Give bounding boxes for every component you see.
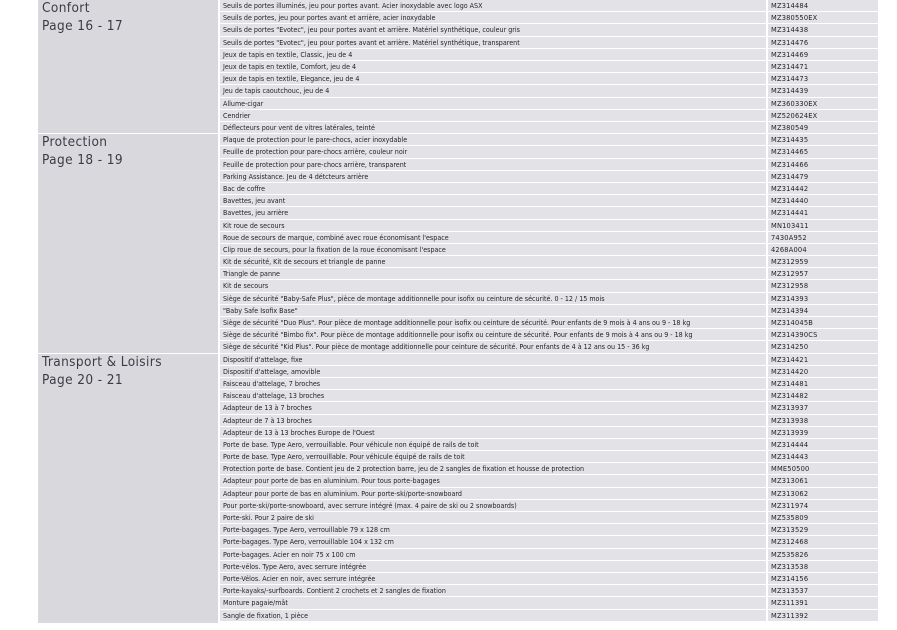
rows-confort xyxy=(220,0,878,134)
item-description: Clip roue de secours, pour la fixation de la roue économisant l'espace xyxy=(220,244,766,255)
item-description: Dispositif d'attelage, amovible xyxy=(220,366,766,377)
section-confort xyxy=(38,0,878,133)
table-row xyxy=(220,49,878,60)
part-number: 7430A952 xyxy=(768,232,878,243)
table-row xyxy=(220,451,878,462)
item-description: Seuils de portes "Evotec", jeu pour portes avant et arrière. Matériel synthétique, transparent xyxy=(220,37,766,48)
part-number: MZ314045B xyxy=(768,317,878,328)
part-number: MZ314473 xyxy=(768,73,878,84)
table-row xyxy=(220,98,878,109)
table-row xyxy=(220,305,878,316)
part-number: MZ314443 xyxy=(768,451,878,462)
item-description: Adapteur pour porte de bas en aluminium. Pour tous porte-bagages xyxy=(220,475,766,486)
table-row xyxy=(220,488,878,499)
category-pages: Page 16 - 17 xyxy=(42,18,124,34)
item-description: Porte de base. Type Aero, verrouillable. Pour véhicule équipé de rails de toit xyxy=(220,451,766,462)
part-number: MZ380550EX xyxy=(768,12,878,23)
item-description: Bac de coffre xyxy=(220,183,766,194)
part-number: MZ313529 xyxy=(768,524,878,535)
item-description: Porte-kayaks/-surfboards. Contient 2 crochets et 2 sangles de fixation xyxy=(220,585,766,596)
item-description: Déflecteurs pour vent de vitres latérales, teinté xyxy=(220,122,766,133)
part-number: MN103411 xyxy=(768,220,878,231)
item-description: Siège de sécurité "Bimbo fix". Pour pièce de montage additionnelle pour isofix ou ceinture de sécurité. Pour enfants de 9 mois à 4 ans ou 9 - 18 kg xyxy=(220,329,766,340)
part-number: MZ314390CS xyxy=(768,329,878,340)
item-description: Adapteur de 7 à 13 broches xyxy=(220,415,766,426)
table-row xyxy=(220,610,878,621)
part-number: MZ312958 xyxy=(768,280,878,291)
part-number: MZ314420 xyxy=(768,366,878,377)
table-row xyxy=(220,427,878,438)
item-description: Porte-bagages. Type Aero, verrouillable 79 x 128 cm xyxy=(220,524,766,535)
item-description: Monture pagaie/mât xyxy=(220,597,766,608)
item-description: Feuille de protection pour pare-chocs arrière, transparent xyxy=(220,159,766,170)
item-description: Porte-vélos. Type Aero, avec serrure intégrée xyxy=(220,561,766,572)
table-row xyxy=(220,524,878,535)
item-description: Roue de secours de marque, combiné avec roue économisant l'espace xyxy=(220,232,766,243)
part-number: MZ314465 xyxy=(768,146,878,157)
part-number: MZ314476 xyxy=(768,37,878,48)
table-row xyxy=(220,402,878,413)
table-row xyxy=(220,585,878,596)
part-number: MZ313061 xyxy=(768,475,878,486)
item-description: Porte de base. Type Aero, verrouillable. Pour véhicule non équipé de rails de toit xyxy=(220,439,766,450)
category-title: Transport & Loisirs xyxy=(42,353,162,370)
table-row xyxy=(220,280,878,291)
table-row xyxy=(220,256,878,267)
part-number: MZ314440 xyxy=(768,195,878,206)
table-row xyxy=(220,195,878,206)
part-number: MZ312468 xyxy=(768,536,878,547)
item-description: Feuille de protection pour pare-chocs arrière, couleur noir xyxy=(220,146,766,157)
table-row xyxy=(220,134,878,145)
part-number: MZ312959 xyxy=(768,256,878,267)
table-row xyxy=(220,146,878,157)
table-row xyxy=(220,110,878,121)
item-description: Kit de sécurité, Kit de secours et triangle de panne xyxy=(220,256,766,267)
table-row xyxy=(220,232,878,243)
part-number: MZ314439 xyxy=(768,85,878,96)
table-row xyxy=(220,475,878,486)
table-row xyxy=(220,329,878,340)
item-description: Dispositif d'attelage, fixe xyxy=(220,354,766,365)
part-number: MZ313062 xyxy=(768,488,878,499)
item-description: "Baby Safe Isofix Base" xyxy=(220,305,766,316)
table-row xyxy=(220,73,878,84)
item-description: Pour porte-ski/porte-snowboard, avec serrure intégré (max. 4 paire de ski ou 2 snowboards) xyxy=(220,500,766,511)
table-row xyxy=(220,536,878,547)
item-description: Jeux de tapis en textile, Classic, jeu de 4 xyxy=(220,49,766,60)
rows-transport-loisirs xyxy=(220,354,878,622)
item-description: Cendrier xyxy=(220,110,766,121)
category-cell xyxy=(38,134,218,352)
table-row xyxy=(220,415,878,426)
item-description: Adapteur de 13 à 7 broches xyxy=(220,402,766,413)
table-row xyxy=(220,183,878,194)
item-description: Bavettes, jeu arrière xyxy=(220,207,766,218)
part-number: MZ314250 xyxy=(768,341,878,352)
table-row xyxy=(220,0,878,11)
item-description: Plaque de protection pour le pare-chocs, acier inoxydable xyxy=(220,134,766,145)
part-number: MZ314421 xyxy=(768,354,878,365)
table-row xyxy=(220,122,878,133)
table-row xyxy=(220,24,878,35)
table-row xyxy=(220,207,878,218)
part-number: MZ313937 xyxy=(768,402,878,413)
item-description: Bavettes, jeu avant xyxy=(220,195,766,206)
category-pages: Page 18 - 19 xyxy=(42,152,124,169)
item-description: Faisceau d'attelage, 7 broches xyxy=(220,378,766,389)
item-description: Jeux de tapis en textile, Comfort, jeu de 4 xyxy=(220,61,766,72)
item-description: Faisceau d'attelage, 13 broches xyxy=(220,390,766,401)
table-row xyxy=(220,317,878,328)
table-row xyxy=(220,171,878,182)
item-description: Kit de secours xyxy=(220,280,766,291)
part-number: MZ314394 xyxy=(768,305,878,316)
category-title: Protection xyxy=(42,134,108,151)
table-row xyxy=(220,293,878,304)
item-description: Jeu de tapis caoutchouc, jeu de 4 xyxy=(220,85,766,96)
item-description: Triangle de panne xyxy=(220,268,766,279)
category-cell xyxy=(38,0,218,133)
item-description: Parking Assistance. Jeu de 4 détcteurs arrière xyxy=(220,171,766,182)
item-description: Adapteur de 13 à 13 broches Europe de l'Ouest xyxy=(220,427,766,438)
table-row xyxy=(220,354,878,365)
part-number: MZ311392 xyxy=(768,610,878,621)
part-number: MZ314484 xyxy=(768,0,878,11)
part-number: MZ314481 xyxy=(768,378,878,389)
table-row xyxy=(220,159,878,170)
table-row xyxy=(220,220,878,231)
table-row xyxy=(220,549,878,560)
part-number: MZ314393 xyxy=(768,293,878,304)
table-row xyxy=(220,439,878,450)
part-number: MZ314466 xyxy=(768,159,878,170)
item-description: Porte-bagages. Acier en noir 75 x 100 cm xyxy=(220,549,766,560)
item-description: Adapteur pour porte de bas en aluminium. Pour porte-ski/porte-snowboard xyxy=(220,488,766,499)
table-row xyxy=(220,366,878,377)
table-row xyxy=(220,597,878,608)
part-number: MZ314444 xyxy=(768,439,878,450)
part-number: MZ314435 xyxy=(768,134,878,145)
part-number: MZ313938 xyxy=(768,415,878,426)
part-number: MZ360330EX xyxy=(768,98,878,109)
part-number: MZ313538 xyxy=(768,561,878,572)
part-number: MZ311391 xyxy=(768,597,878,608)
table-row xyxy=(220,12,878,23)
item-description: Protection porte de base. Contient jeu de 2 protection barre, jeu de 2 sangles de fixation et housse de protection xyxy=(220,463,766,474)
item-description: Seuils de portes "Evotec", jeu pour portes avant et arrière. Matériel synthétique, couleur gris xyxy=(220,24,766,35)
item-description: Porte-ski. Pour 2 paire de ski xyxy=(220,512,766,523)
table-row xyxy=(220,390,878,401)
item-description: Jeux de tapis en textile, Elegance, jeu de 4 xyxy=(220,73,766,84)
part-number: MZ312957 xyxy=(768,268,878,279)
rows-protection xyxy=(220,134,878,353)
part-number: MZ314438 xyxy=(768,24,878,35)
category-pages: Page 20 - 21 xyxy=(42,371,124,388)
category-title: Confort xyxy=(42,0,90,16)
accessories-catalog-table xyxy=(38,0,878,623)
part-number: MZ313537 xyxy=(768,585,878,596)
table-row xyxy=(220,244,878,255)
table-row xyxy=(220,341,878,352)
part-number: MZ314442 xyxy=(768,183,878,194)
part-number: MZ314479 xyxy=(768,171,878,182)
part-number: MZ314471 xyxy=(768,61,878,72)
item-description: Seuils de portes, jeu pour portes avant et arrière, acier inoxydable xyxy=(220,12,766,23)
item-description: Porte-bagages. Type Aero, verrouillable 104 x 132 cm xyxy=(220,536,766,547)
table-row xyxy=(220,463,878,474)
part-number: MZ314441 xyxy=(768,207,878,218)
table-row xyxy=(220,500,878,511)
section-transport-loisirs xyxy=(38,354,878,623)
table-row xyxy=(220,378,878,389)
part-number: 4268A004 xyxy=(768,244,878,255)
item-description: Siège de sécurité "Kid Plus". Pour pièce de montage additionnelle pour ceinture de sécurité. Pour enfants de 4 à 12 ans ou 15 - 36 kg xyxy=(220,341,766,352)
category-cell xyxy=(38,354,218,623)
part-number: MZ313939 xyxy=(768,427,878,438)
item-description: Kit roue de secours xyxy=(220,220,766,231)
table-row xyxy=(220,268,878,279)
table-row xyxy=(220,512,878,523)
part-number: MZ535809 xyxy=(768,512,878,523)
part-number: MZ380549 xyxy=(768,122,878,133)
item-description: Porte-Vélos. Acier en noir, avec serrure intégrée xyxy=(220,573,766,584)
part-number: MZ520624EX xyxy=(768,110,878,121)
table-row xyxy=(220,561,878,572)
item-description: Seuils de portes illuminés, jeu pour portes avant. Acier inoxydable avec logo ASX xyxy=(220,0,766,11)
table-row xyxy=(220,37,878,48)
table-row xyxy=(220,85,878,96)
part-number: MZ535826 xyxy=(768,549,878,560)
item-description: Allume-cigar xyxy=(220,98,766,109)
part-number: MZ314469 xyxy=(768,49,878,60)
item-description: Siège de sécurité "Baby-Safe Plus", pièce de montage additionnelle pour isofix ou ceinture de sécurité. 0 - 12 / 15 mois xyxy=(220,293,766,304)
table-row xyxy=(220,61,878,72)
part-number: MZ314156 xyxy=(768,573,878,584)
item-description: Siège de sécurité "Duo Plus". Pour pièce de montage additionnelle pour isofix ou ceinture de sécurité. Pour enfants de 9 mois à 4 ans ou 9 - 18 kg xyxy=(220,317,766,328)
part-number: MME50500 xyxy=(768,463,878,474)
table-row xyxy=(220,573,878,584)
section-protection xyxy=(38,134,878,352)
part-number: MZ314482 xyxy=(768,390,878,401)
item-description: Sangle de fixation, 1 pièce xyxy=(220,610,766,621)
part-number: MZ311974 xyxy=(768,500,878,511)
